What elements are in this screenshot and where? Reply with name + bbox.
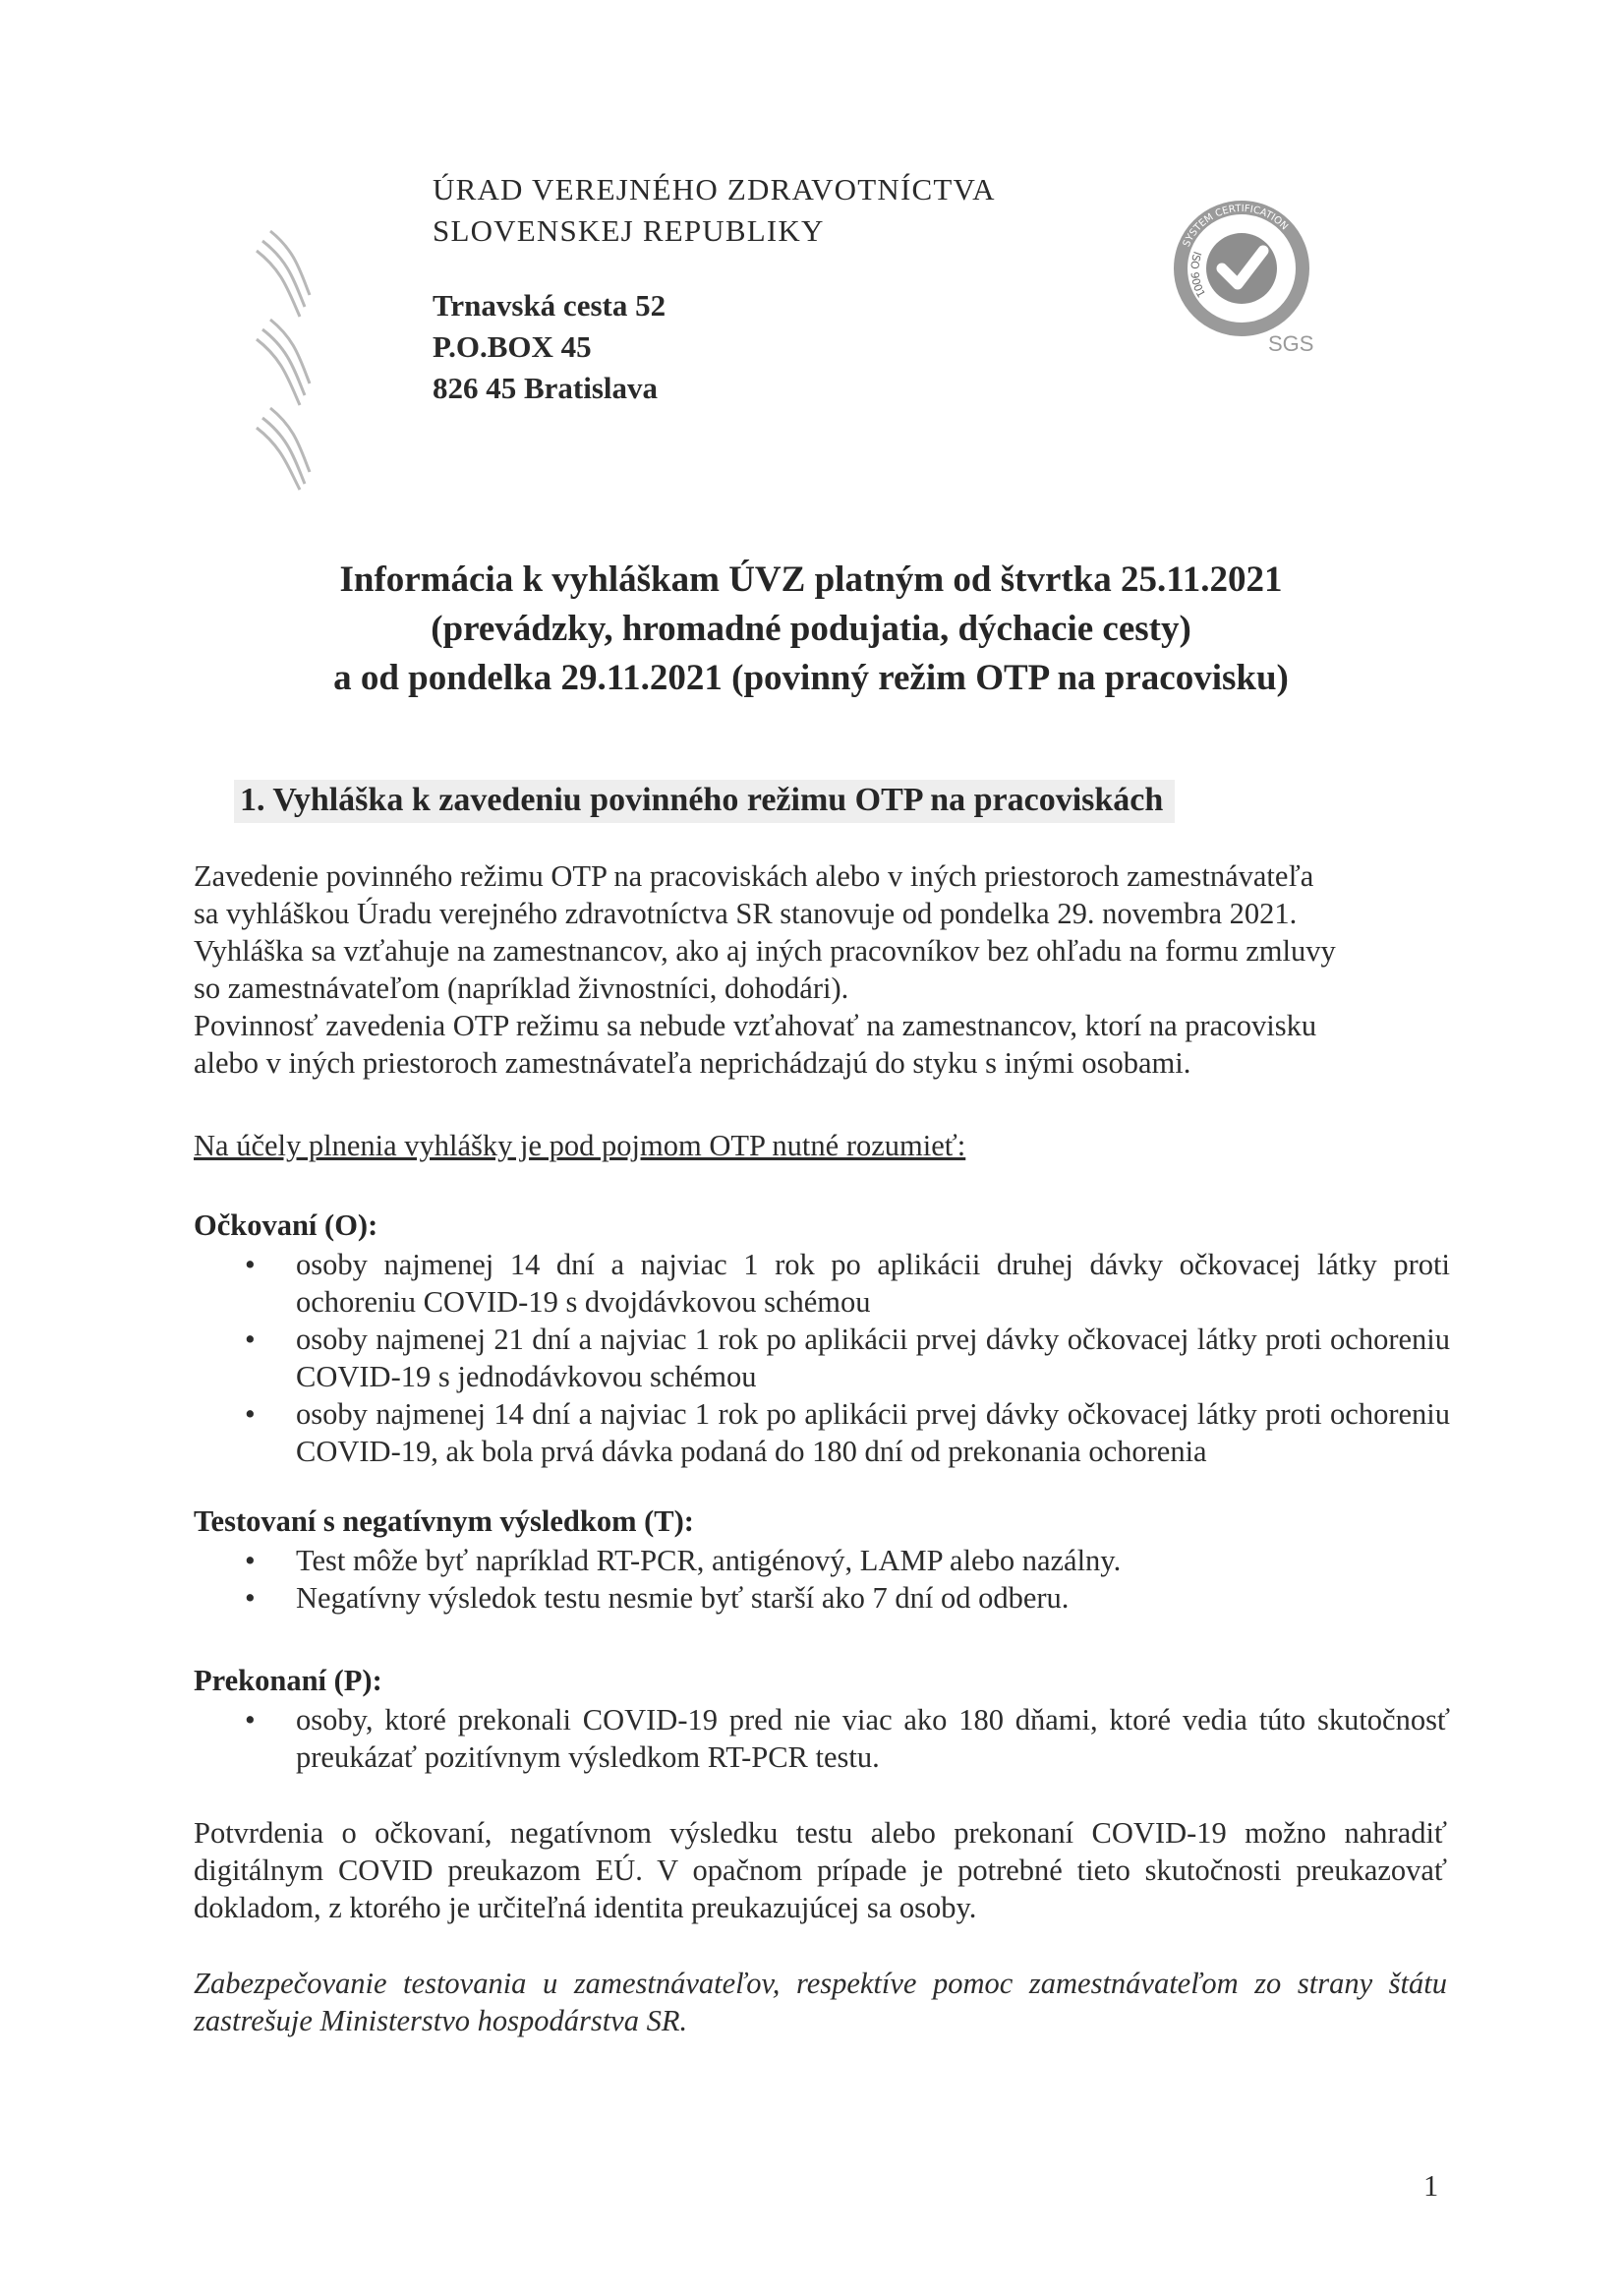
intro-line-6: alebo v iných priestoroch zamestnávateľa neprichádzajú do styku s inými osobami.: [194, 1046, 1191, 1080]
address-pobox: P.O.BOX 45: [433, 329, 592, 364]
intro-line-1: Zavedenie povinného režimu OTP na pracoviskách alebo v iných priestoroch zamestnávateľa: [194, 859, 1314, 893]
vaccinated-heading: Očkovaní (O):: [194, 1208, 378, 1242]
intro-line-3: Vyhláška sa vzťahuje na zamestnancov, ako aj iných pracovníkov bez ohľadu na formu zmluvy: [194, 934, 1336, 968]
tested-list: [241, 1542, 1450, 1617]
certificate-paragraph: Potvrdenia o očkovaní, negatívnom výsledku testu alebo prekonaní COVID-19 možno nahradiť digitálnym COVID preukazom EÚ. V opačnom prípade je potrebné tieto skutočnosti preukazovať dokladom, z ktorého je určiteľná identita preukazujúcej sa osoby.: [194, 1816, 1447, 1924]
cert-brand-text: SGS: [1268, 331, 1314, 354]
intro-line-4: so zamestnávateľom (napríklad živnostníci, dohodári).: [194, 971, 849, 1005]
list-item: • Negatívny výsledok testu nesmie byť starší ako 7 dní od odberu.: [245, 1581, 1070, 1615]
vaccinated-list: [241, 1246, 1450, 1470]
organization-name: [433, 169, 996, 252]
intro-line-5: Povinnosť zavedenia OTP režimu sa nebude vzťahovať na zamestnancov, ktorí na pracovisku: [194, 1009, 1317, 1042]
cert-side-text: ISO 9001: [1188, 249, 1208, 300]
uvz-logo-icon: [251, 226, 339, 492]
list-item: • Test môže byť napríklad RT-PCR, antigénový, LAMP alebo nazálny.: [245, 1544, 1122, 1577]
intro-paragraph: [194, 857, 1447, 1082]
cert-top-text: SYSTEM CERTIFICATION: [1181, 203, 1290, 249]
recovered-heading: Prekonaní (P):: [194, 1664, 382, 1697]
tested-heading: Testovaní s negatívnym výsledkom (T):: [194, 1504, 694, 1538]
document-title: [197, 556, 1425, 703]
iso-certification-seal-icon: [1155, 182, 1327, 354]
bullet-icon: •: [245, 1544, 256, 1577]
list-item: • osoby najmenej 14 dní a najviac 1 rok po aplikácii druhej dávky očkovacej látky proti ochoreniu COVID-19 s dvojdávkovou schémou: [245, 1248, 1450, 1319]
section-1-heading: 1. Vyhláška k zavedeniu povinného režimu OTP na pracoviskách: [234, 780, 1175, 823]
page-number: 1: [1423, 2169, 1439, 2203]
bullet-icon: •: [245, 1397, 256, 1431]
title-line-3: a od pondelka 29.11.2021 (povinný režim OTP na pracovisku): [333, 658, 1289, 698]
list-item: • osoby, ktoré prekonali COVID-19 pred nie viac ako 180 dňami, ktoré vedia túto skutočnosť preukázať pozitívnym výsledkom RT-PCR testu.: [245, 1703, 1450, 1774]
list-item: • osoby najmenej 21 dní a najviac 1 rok po aplikácii prvej dávky očkovacej látky proti ochoreniu COVID-19 s jednodávkovou schémou: [245, 1323, 1450, 1393]
bullet-icon: •: [245, 1323, 256, 1356]
title-line-2: (prevádzky, hromadné podujatia, dýchacie cesty): [431, 609, 1191, 649]
title-line-1: Informácia k vyhláškam ÚVZ platným od štvrtka 25.11.2021: [339, 559, 1283, 600]
intro-line-2: sa vyhláškou Úradu verejného zdravotníctva SR stanovuje od pondelka 29. novembra 2021.: [194, 897, 1298, 930]
bullet-icon: •: [245, 1581, 256, 1615]
testing-support-paragraph: Zabezpečovanie testovania u zamestnávateľov, respektíve pomoc zamestnávateľom zo strany štátu zastrešuje Ministerstvo hospodárstva SR.: [194, 1967, 1447, 2037]
bullet-icon: •: [245, 1248, 256, 1281]
address-city: 826 45 Bratislava: [433, 371, 659, 405]
recovered-list: [241, 1701, 1450, 1776]
org-line-1: ÚRAD VEREJNÉHO ZDRAVOTNÍCTVA: [433, 172, 996, 206]
bullet-icon: •: [245, 1703, 256, 1737]
organization-address: [433, 285, 666, 409]
org-line-2: SLOVENSKEJ REPUBLIKY: [433, 213, 825, 248]
list-item: • osoby najmenej 14 dní a najviac 1 rok po aplikácii prvej dávky očkovacej látky proti ochoreniu COVID-19, ak bola prvá dávka podaná do 180 dní od prekonania ochorenia: [245, 1397, 1450, 1468]
otp-definition-lead: Na účely plnenia vyhlášky je pod pojmom OTP nutné rozumieť:: [194, 1129, 966, 1162]
address-street: Trnavská cesta 52: [433, 288, 667, 323]
